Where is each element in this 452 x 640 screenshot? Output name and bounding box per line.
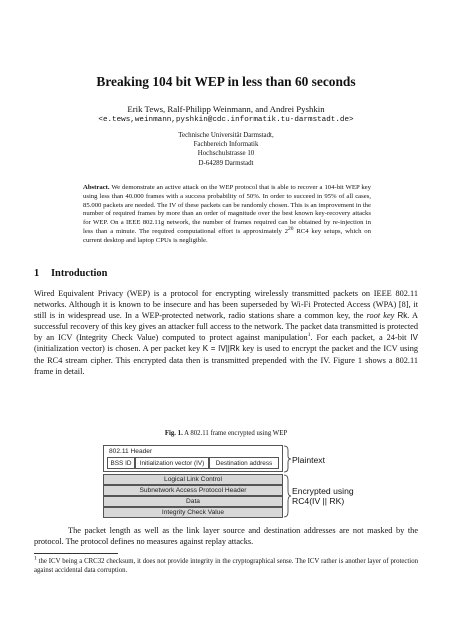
llc-row: Logical Link Control xyxy=(103,474,283,485)
footnote-ref: 1 xyxy=(307,332,311,339)
affiliation-line: Technische Universität Darmstadt, xyxy=(178,132,274,139)
abstract-exponent: 20 xyxy=(288,225,294,232)
snap-header-row: Subnetwork Access Protocol Header xyxy=(103,485,283,496)
footnote-text: the ICV being a CRC32 checksum, it does not provide integrity in the cryptographical sense. The ICV rather is another layer of protection against accidental data corruption. xyxy=(34,558,418,575)
footnote xyxy=(34,557,418,576)
figure-caption-text: A 802.11 frame encrypted using WEP xyxy=(182,430,288,437)
intro-text: key is used to encrypt the packet and the ICV using the RC4 stream cipher. This encrypted data then is transmitted prepended with the IV. Figure 1 shows a 802.11 frame in detail. xyxy=(34,344,419,376)
author-emails: <e.tews,weinmann,pyshkin@cdc.informatik.tu-darmstadt.de> xyxy=(98,116,354,124)
affiliation-line: Fachbereich Informatik xyxy=(193,141,259,149)
encrypted-label-line2: RC4(IV || RK) xyxy=(292,496,345,506)
author-list: Erik Tews, Ralf-Philipp Weinmann, and Andrei Pyshkin xyxy=(127,104,325,114)
affiliation-line: Hochschulstrasse 10 xyxy=(197,150,255,158)
intro-text: . A successful recovery of this key gives an attacker full access to the network. The packet data transmitted is protected by an ICV (Integrity Check Value) computed to protect against manipulation xyxy=(34,311,419,343)
bss-id-field: BSS ID xyxy=(107,457,135,469)
encrypted-brace xyxy=(284,475,291,517)
figure-caption-label: Fig. 1. xyxy=(164,430,183,437)
section-number: 1 xyxy=(34,268,40,279)
intro-text: . For each packet, a 24-bit xyxy=(310,333,411,343)
encrypted-label-line1: Encrypted using xyxy=(292,486,354,496)
data-row: Data xyxy=(103,496,283,507)
key-expression: K = IV||Rk xyxy=(202,344,240,354)
destination-address-field: Destination address xyxy=(209,457,279,469)
plaintext-brace xyxy=(284,446,291,472)
rk-symbol: Rk xyxy=(397,311,408,321)
packet-paragraph: The packet length as well as the link layer source and destination addresses are not masked by the protocol. The protocol defines no measures against replay attacks. xyxy=(34,526,418,547)
abstract-text-end: RC4 key setups, which on current desktop and laptop CPUs is negligible. xyxy=(83,227,371,244)
icv-row: Integrity Check Value xyxy=(103,507,283,518)
intro-text: (initialization vector) is chosen. A per packet key xyxy=(34,344,203,354)
intro-text: Wired Equivalent Privacy (WEP) is a protocol for encrypting wirelessly transmitted packets on IEEE 802.11 networks. Although it is known to be insecure and has been superseded by Wi-Fi Protected Access (WPA) [8], it still is in widespread use. In a WEP-protected network, radio stations share a common key, the xyxy=(34,289,418,321)
affiliation-line: D-64289 Darmstadt xyxy=(198,159,254,167)
plaintext-label: Plaintext xyxy=(292,455,325,465)
iv-symbol: IV xyxy=(410,333,419,343)
footnote-rule xyxy=(34,553,118,554)
iv-field: Initialization vector (IV) xyxy=(135,457,209,469)
footnote-mark: 1 xyxy=(34,555,37,562)
header-label: 802.11 Header xyxy=(109,448,153,455)
abstract-text: We demonstrate an active attack on the WEP protocol that is able to recover a 104-bit WEP key using less than 40.000 frames with a success probability of 50%. In order to succeed in 95% of all cases, 85.000 packets are needed. The IV of these packets can be randomly chosen. This is an improvement in the number of required frames by more than an order of magnitude over the best known key-recovery attacks for WEP. On a IEEE 802.11g network, the number of frames required can be obtained by re-injection in less than a minute. The required computational effort is approximately 2 xyxy=(83,184,371,235)
section-title: Introduction xyxy=(51,268,108,279)
paper-title: Breaking 104 bit WEP in less than 60 seconds xyxy=(96,74,356,89)
abstract-label: Abstract. xyxy=(83,184,110,191)
root-key-term: root key xyxy=(366,311,395,321)
